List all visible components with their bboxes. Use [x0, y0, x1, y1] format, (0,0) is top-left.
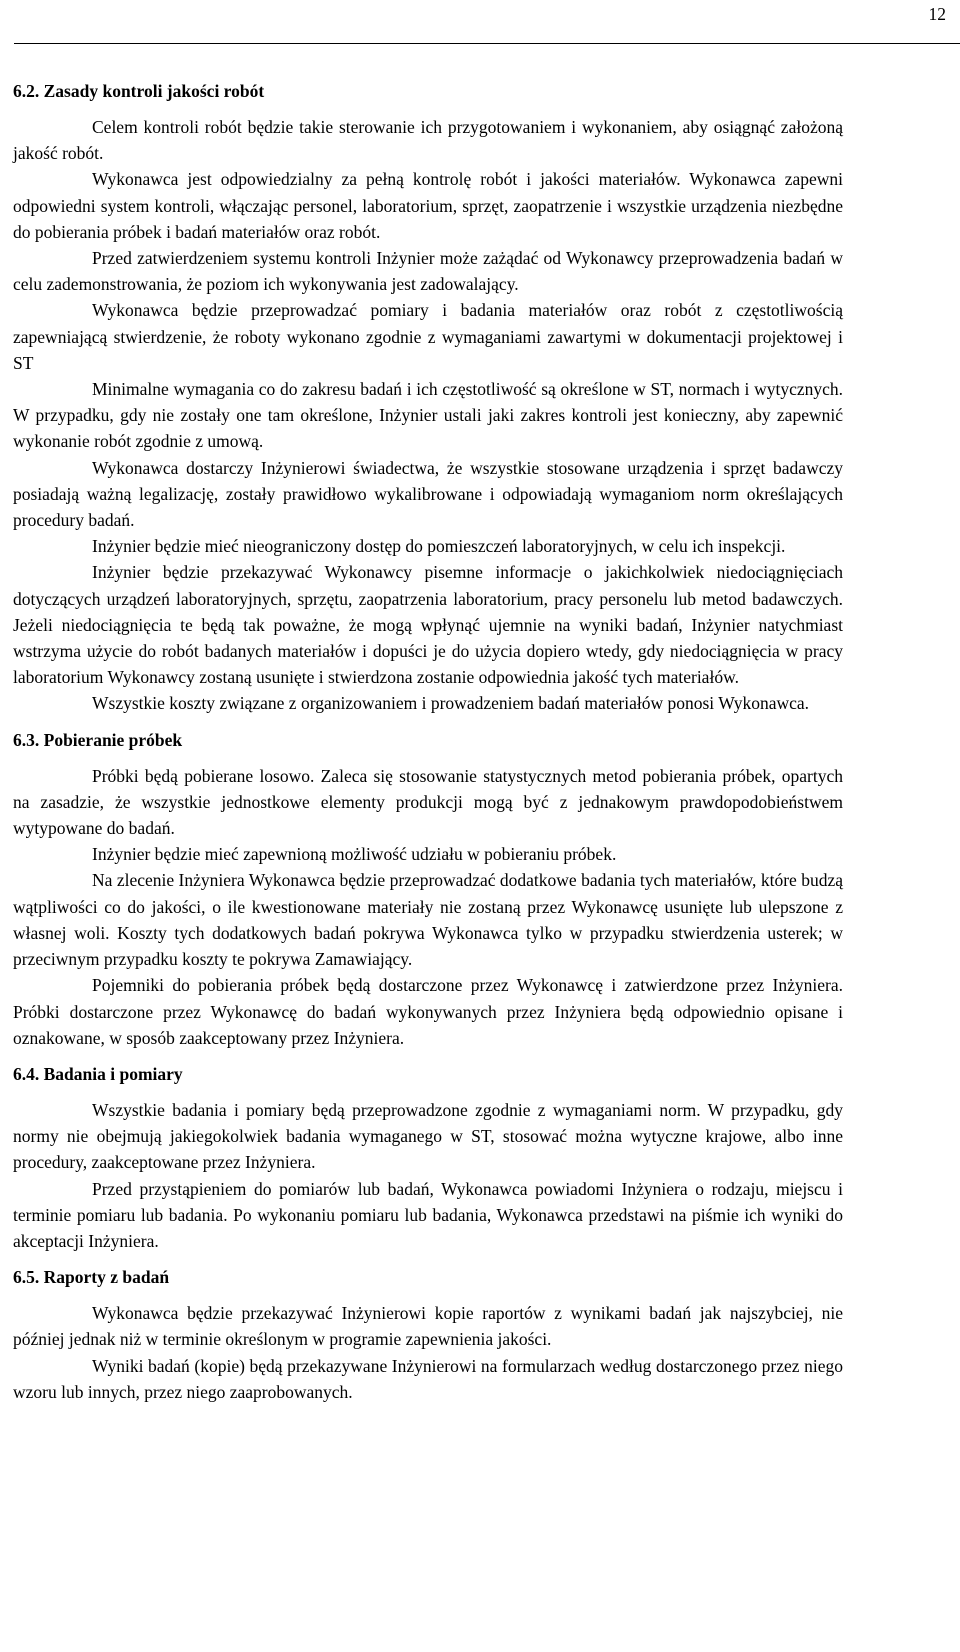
- paragraph: Wyniki badań (kopie) będą przekazywane Inżynierowi na formularzach według dostarczonego przez niego wzoru lub innych, przez niego zaaprobowanych.: [13, 1355, 843, 1402]
- page-number: 12: [928, 4, 946, 24]
- paragraph: Wykonawca będzie przeprowadzać pomiary i badania materiałów oraz robót z częstotliwością zapewniającą stwierdzenie, że roboty wykonano zgodnie z wymaganiami zawartymi w dokumentacji projektowej i ST: [13, 300, 843, 373]
- section-heading: 6.5. Raporty z badań: [13, 1267, 170, 1288]
- document-body: [13, 78, 843, 1405]
- paragraph: Inżynier będzie mieć zapewnioną możliwość udziału w pobieraniu próbek.: [92, 844, 617, 865]
- paragraph: Próbki będą pobierane losowo. Zaleca się stosowanie statystycznych metod pobierania próbek, opartych na zasadzie, że wszystkie jednostkowe elementy produkcji mogą być z jednakowym prawdopodobieństwem wytypowane do badań.: [13, 765, 843, 839]
- section-6-4: [13, 1061, 843, 1254]
- paragraph: Minimalne wymagania co do zakresu badań i ich częstotliwość są określone w ST, normach i wytycznych. W przypadku, gdy nie zostały one tam określone, Inżynier ustali jaki zakres kontroli jest konieczny, aby zapewnić wykonanie robót zgodnie z umową.: [13, 379, 843, 452]
- paragraph: Przed przystąpieniem do pomiarów lub badań, Wykonawca powiadomi Inżyniera o rodzaju, miejscu i terminie pomiaru lub badania. Po wykonaniu pomiaru lub badania, Wykonawca przedstawi na piśmie ich wyniki do akceptacji Inżyniera.: [13, 1178, 843, 1251]
- paragraph: Na zlecenie Inżyniera Wykonawca będzie przeprowadzać dodatkowe badania tych materiałów, które budzą wątpliwości co do jakości, o ile kwestionowane materiały nie zostaną przez Wykonawcę usunięte lub ulepszone z własnej woli. Koszty tych dodatkowych badań pokrywa Wykonawca tylko w przypadku stwierdzenia usterek; w przeciwnym przypadku koszty te pokrywa Zamawiający.: [13, 870, 843, 970]
- paragraph: Przed zatwierdzeniem systemu kontroli Inżynier może zażądać od Wykonawcy przeprowadzenia badań w celu zademonstrowania, że poziom ich wykonywania jest zadowalający.: [13, 248, 843, 295]
- header-rule: [14, 43, 960, 44]
- section-6-5: [13, 1264, 843, 1405]
- section-6-2: [13, 78, 843, 717]
- paragraph: Pojemniki do pobierania próbek będą dostarczone przez Wykonawcę i zatwierdzone przez Inżyniera. Próbki dostarczone przez Wykonawcę do badań wykonywanych przez Inżyniera będą odpowiednio opisane i oznakowane, w sposób zaakceptowany przez Inżyniera.: [13, 975, 843, 1048]
- paragraph: Wykonawca dostarczy Inżynierowi świadectwa, że wszystkie stosowane urządzenia i sprzęt badawczy posiadają ważną legalizację, zostały prawidłowo wykalibrowane i odpowiadają wymaganiom norm określających procedury badań.: [13, 457, 843, 531]
- section-heading: 6.2. Zasady kontroli jakości robót: [13, 81, 265, 101]
- paragraph: Inżynier będzie przekazywać Wykonawcy pisemne informacje o jakichkolwiek niedociągnięciach dotyczących urządzeń laboratoryjnych, sprzętu, zaopatrzenia laboratorium, pracy personelu lub metod badawczych. Jeżeli niedociągnięcia te będą tak poważne, że mogą wpłynąć ujemnie na wyniki badań, Inżynier natychmiast wstrzyma użycie do robót badanych materiałów i dopuści je do użycia dopiero wtedy, gdy niedociągnięcia w pracy laboratorium Wykonawcy zostaną usunięte i stwierdzona zostanie odpowiednia jakość tych materiałów.: [13, 562, 843, 688]
- paragraph: Celem kontroli robót będzie takie sterowanie ich przygotowaniem i wykonaniem, aby osiągnąć założoną jakość robót.: [13, 117, 843, 164]
- paragraph: Wykonawca jest odpowiedzialny za pełną kontrolę robót i jakości materiałów. Wykonawca zapewni odpowiedni system kontroli, włączając personel, laboratorium, sprzęt, zaopatrzenie i wszystkie urządzenia niezbędne do pobierania próbek i badań materiałów oraz robót.: [13, 169, 843, 242]
- paragraph: Wszystkie badania i pomiary będą przeprowadzone zgodnie z wymaganiami norm. W przypadku, gdy normy nie obejmują jakiegokolwiek badania wymaganego w ST, stosować można wytyczne krajowe, albo inne procedury, zaakceptowane przez Inżyniera.: [13, 1099, 843, 1173]
- paragraph: Wszystkie koszty związane z organizowaniem i prowadzeniem badań materiałów ponosi Wykonawca.: [92, 693, 810, 714]
- section-heading: 6.3. Pobieranie próbek: [13, 729, 183, 750]
- section-heading: 6.4. Badania i pomiary: [13, 1063, 183, 1084]
- paragraph: Wykonawca będzie przekazywać Inżynierowi kopie raportów z wynikami badań jak najszybciej, nie później jednak niż w terminie określonym w programie zapewnienia jakości.: [13, 1303, 843, 1350]
- section-6-3: [13, 727, 843, 1051]
- paragraph: Inżynier będzie mieć nieograniczony dostęp do pomieszczeń laboratoryjnych, w celu ich inspekcji.: [92, 536, 786, 557]
